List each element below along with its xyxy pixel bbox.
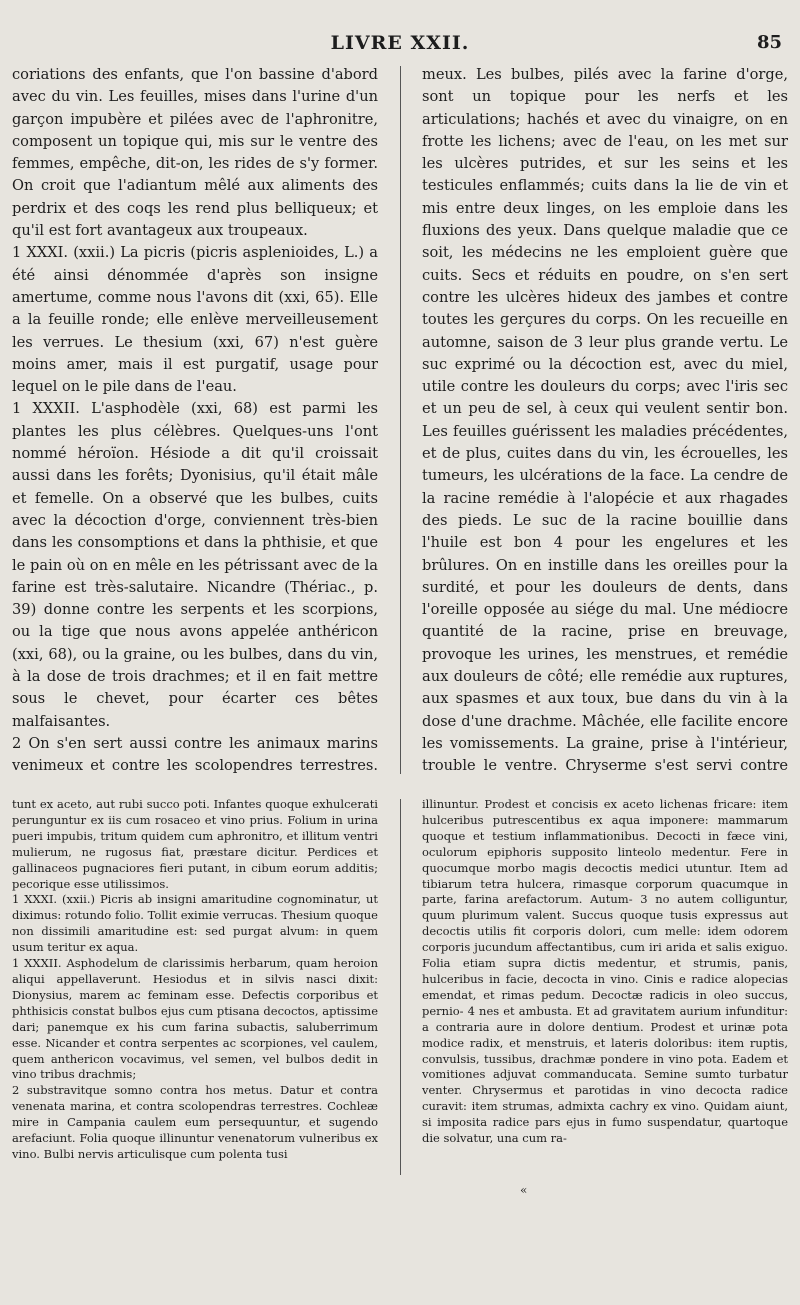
- latin-paragraph: 2 substravitque somno contra hos metus. Datur et contra venenata marina, et contra scolopendras terrestres. Cochleæ mire in Campania caulem eum persequuntur, et sugendo arefaciunt. Folia quoque illinuntur venenatorum vulneribus ex vino. Bulbi nervis articulisque cum polenta tusi: [12, 1083, 378, 1161]
- french-paragraph: meux. Les bulbes, pilés avec la farine d'orge, sont un topique pour les nerfs et les articulations; hachés et avec du vinaigre, on en frotte les lichens; avec de l'eau, on les met sur les ulcères putrides, et sur les seins et les testicules enflammés; cuits dans la lie de vin et mis entre deux linges, on les emploie dans les fluxions des yeux. Dans quelque maladie que ce soit, les médecins ne les emploient guère que cuits. Secs et réduits en poudre, on s'en sert contre les ulcères hideux des jambes et contre toutes les gerçures du corps. On les recueille en automne, saison de 3 leur plus grande vertu. Le suc exprimé ou la décoction est, avec du miel, utile contre les douleurs du corps; avec l'iris sec et un peu de sel, à ceux qui veulent sentir bon. Les feuilles guérissent les maladies précédentes, et de plus, cuites dans du vin, les écrouelles, les tumeurs, les ulcérations de la face. La cendre de la racine remédie à l'alopécie et aux rhagades des pieds. Le suc de la racine bouillie dans l'huile est bon 4 pour les engelures et les brûlures. On en instille dans les oreilles pour la surdité, et pour les douleurs de dents, dans l'oreille opposée au siége du mal. Une médiocre quantité de la racine, prise en breuvage, provoque les urines, les menstrues, et remédie aux douleurs de côté; elle remédie aux ruptures, aux spasmes et aux toux, bue dans du vin à la dose d'une drachme. Mâchée, elle facilite encore les vomissements. La graine, prise à l'intérieur, trouble le ventre. Chrysermе s'est servi contre: [422, 66, 788, 775]
- latin-paragraph: 1 XXXI. (xxii.) Picris ab insigni amaritudine cognominatur, ut diximus: rotundo folio. Tollit eximie verrucas. Thesium quoque non dissimili amaritudine est: sed purgat alvum: in quem usum teritur ex aqua.: [12, 892, 378, 955]
- page-number: 85: [756, 32, 782, 53]
- french-right-column: [422, 64, 788, 776]
- latin-paragraph: illinuntur. Prodest et concisis ex aceto lichenas fricare: item hulceribus putrescentibus ex aqua imponere: mammarum quoque et testium inflammationibus. Decocti in fæce vini, oculorum epiphoris supposito linteolo medentur. Fere in quocumque morbo magis decoctis medici utuntur. Item ad tibiarum tetra hulcera, rimasque corporum quacumque in parte, farina arefactorum. Autum- 3 no autem colliguntur, quum plurimum valent. Succus quoque tusis expressus aut decoctis utilis fit corporis dolori, cum melle: idem odorem corporis jucundum affectantibus, cum iri arida et salis exiguo. Folia etiam supra dictis medentur, et strumis, panis, hulceribus in facie, decocta in vino. Cinis e radice alopecias emendat, et rimas pedum. Decoctæ radicis in oleo succus, pernio- 4 nes et ambusta. Et ad gravitatem aurium infunditur: a contraria aure in dolore dentium. Prodest et urinæ pota modice radix, et menstruis, et lateris doloribus: item ruptis, convulsis, tussibus, drachmæ pondere in vino pota. Eadem et vomitiones adjuvat commanducata. Semine sumto turbatur venter. Chrysermus et parotidas in vino decocta radice curavit: item strumas, admixta cachry ex vino. Quidam aiunt, si imposita radice pars ejus in fumo suspendatur, quartoque die solvatur, una cum ra-: [422, 797, 788, 1146]
- french-paragraph: coriations des enfants, que l'on bassine d'abord avec du vin. Les feuilles, mises dans l'urine d'un garçon impubère et pilées avec de l'aphronitre, composent un topique qui, mis sur le ventre des femmes, empêche, dit-on, les rides de s'y former. On croit que l'adiantum mêlé aux aliments des perdrix et des coqs les rend plus belliqueux; et qu'il est fort avantageux aux troupeaux.: [12, 66, 378, 240]
- french-paragraph: 2 On s'en sert aussi contre les animaux marins venimeux et contre les scolopendres terrestres.: [12, 734, 378, 775]
- latin-paragraph: 1 XXXII. Asphodelum de clarissimis herbarum, quam heroion aliqui appellaverunt. Hesiodus et in silvis nasci dixit: Dionysius, marem ac feminam esse. Defectis corporibus et phthisicis constat bulbos ejus cum ptisana decoctos, aptissime dari; panemque ex his cum farina subactis, saluberrimum esse. Nicander et contra serpentes ac scorpiones, vel caulem, quem anthericon vocavimus, vel semen, vel bulbos dedit in vino tribus drachmis;: [12, 956, 378, 1082]
- latin-paragraph: tunt ex aceto, aut rubi succo poti. Infantes quoque exhulcerati perunguntur ex iis cum rosaceo et vino prius. Folium in urina pueri impubis, tritum quidem cum aphronitro, et illitum ventri mulierum, ne rugosus fiat, præstare dicitur. Perdices et gallinaceos pugnaciores fieri putant, in cibum eorum additis; pecorique esse utilissimos.: [12, 797, 378, 891]
- column-divider: [400, 66, 401, 774]
- running-title: LIVRE XXII.: [330, 32, 470, 54]
- french-translation: [12, 64, 788, 776]
- latin-right-column: [422, 797, 788, 1177]
- column-divider: [400, 799, 401, 1175]
- latin-left-column: [12, 797, 378, 1177]
- french-left-column: [12, 64, 378, 776]
- french-paragraph: 1 XXXII. L'asphodèle (xxi, 68) est parmi les plantes les plus célèbres. Quelques-uns l'ont nommé héroïon. Hésiode a dit qu'il croissait aussi dans les forêts; Dyonisius, qu'il était mâle et femelle. On a observé que les bulbes, cuits avec la décoction d'orge, conviennent très-bien dans les consomptions et dans la phthisie, et que le pain où on en mêle en les pétrissant avec de la farine est très-salutaire. Nicandre (Thériac., p. 39) donne contre les serpents et les scorpions, ou la tige que nous avons appelée anthéricon (xxi, 68), ou la graine, ou les bulbes, dans du vin, à la dose de trois drachmes; et il en fait mettre sous le chevet, pour écarter ces bêtes malfaisantes.: [12, 400, 378, 730]
- footer-mark: «: [520, 1183, 528, 1197]
- latin-original: [12, 797, 788, 1177]
- french-paragraph: 1 XXXI. (xxii.) La picris (picris asplenioides, L.) a été ainsi dénommée d'après son insigne amertume, comme nous l'avons dit (xxi, 65). Elle a la feuille ronde; elle enlève merveilleusement les verrues. Le thesium (xxi, 67) n'est guère moins amer, mais il est purgatif, usage pour lequel on le pile dans de l'eau.: [12, 244, 378, 396]
